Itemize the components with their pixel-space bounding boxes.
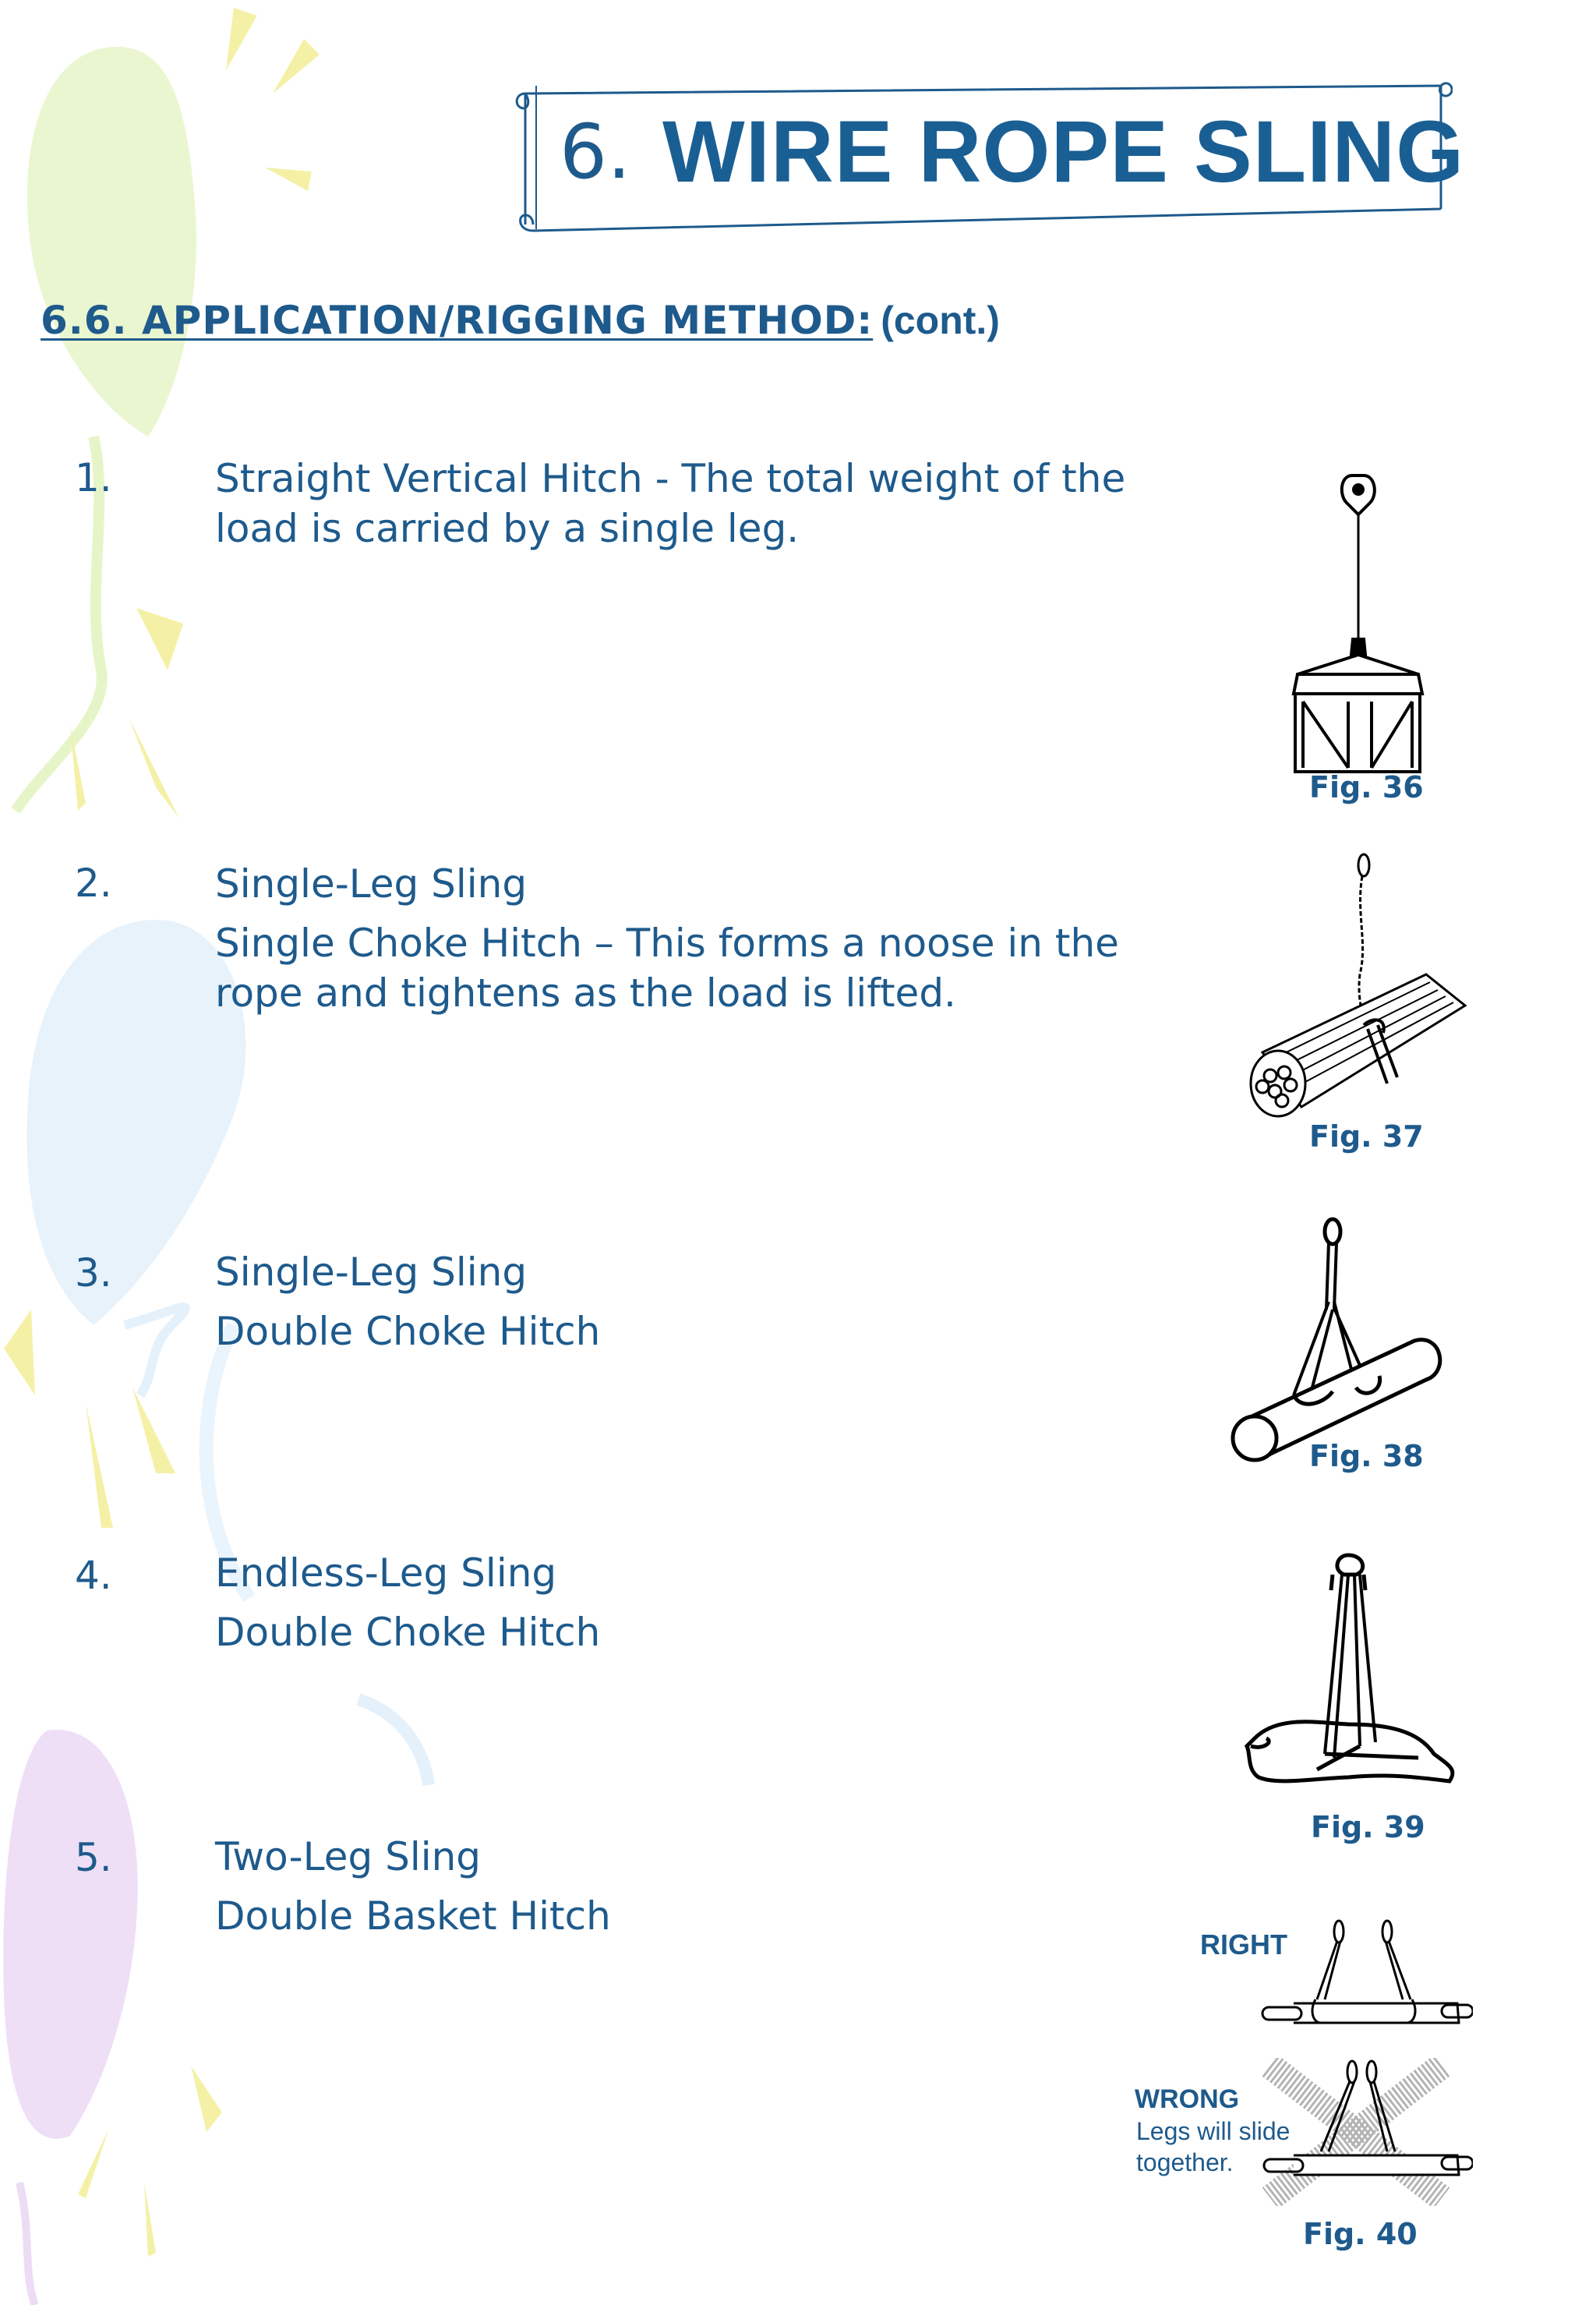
wrong-note-line: Legs will slide: [1136, 2117, 1291, 2145]
figure-single-choke: [1239, 850, 1473, 1138]
figure-caption: Fig. 38: [1309, 1439, 1424, 1473]
list-item-line: Double Choke Hitch: [215, 1610, 601, 1655]
right-label: RIGHT: [1200, 1928, 1287, 1960]
yellow-ray: [265, 168, 312, 191]
figure-caption: Fig. 40: [1303, 2217, 1418, 2251]
blue-arc: [358, 1699, 429, 1785]
purple-balloon-string: [19, 2183, 35, 2305]
list-item-text: [215, 859, 1150, 1018]
yellow-ray: [226, 8, 257, 70]
figure-basket-wrong: [1247, 2058, 1473, 2206]
yellow-ray: [136, 608, 183, 670]
list-item-line: Double Choke Hitch: [215, 1309, 601, 1354]
figure-vertical-hitch: [1278, 460, 1449, 780]
list-item-line: Double Basket Hitch: [215, 1893, 611, 1939]
yellow-ray: [129, 717, 179, 818]
yellow-ray: [144, 2183, 156, 2257]
list-item-line: rope and tightens as the load is lifted.: [215, 970, 956, 1016]
list-item-number: 3.: [75, 1250, 112, 1296]
green-balloon-shine: [203, 117, 224, 226]
yellow-ray: [273, 39, 320, 94]
list-item-line: Single-Leg Sling: [215, 861, 528, 907]
section-heading: [41, 293, 1000, 348]
yellow-ray: [132, 1388, 175, 1473]
purple-balloon-shape: [3, 1730, 137, 2139]
list-item-number: 1.: [75, 455, 112, 500]
wrong-label: WRONG: [1135, 2084, 1240, 2114]
yellow-ray: [4, 1310, 35, 1395]
list-item-number: 2.: [75, 861, 112, 906]
list-item-text: [215, 454, 1150, 553]
figure-basket-right: [1247, 1918, 1473, 2050]
section-heading-label: 6.6. APPLICATION/RIGGING METHOD:: [41, 298, 874, 343]
list-item-number: 4.: [75, 1553, 112, 1598]
list-item-line: Single Choke Hitch – This forms a noose in the: [215, 921, 1119, 966]
yellow-ray: [191, 2066, 222, 2132]
green-balloon-shape: [27, 47, 196, 437]
chapter-number: 6.: [560, 108, 631, 196]
list-item-text: [215, 1832, 1150, 1941]
blue-balloon-string: [125, 1307, 185, 1395]
figure-caption: Fig. 39: [1311, 1810, 1425, 1844]
list-item-text: [215, 1247, 1150, 1356]
list-item-line: load is carried by a single leg.: [215, 506, 800, 551]
list-item-text: [215, 1548, 1150, 1657]
yellow-ray: [78, 2128, 109, 2198]
list-item-line: Two-Leg Sling: [215, 1834, 482, 1879]
section-heading-suffix: (cont.): [881, 299, 1000, 342]
page-title: WIRE ROPE SLING: [662, 103, 1465, 200]
figure-caption: Fig. 37: [1309, 1119, 1424, 1154]
list-item-line: Straight Vertical Hitch - The total weight of the: [215, 456, 1126, 501]
list-item-line: Endless-Leg Sling: [215, 1550, 557, 1596]
blue-balloon-shape: [26, 920, 245, 1325]
list-item-line: Single-Leg Sling: [215, 1250, 528, 1295]
wrong-note-line: together.: [1136, 2148, 1234, 2176]
list-item-number: 5.: [75, 1835, 112, 1880]
figure-double-choke-pipe: [1216, 1216, 1473, 1473]
figure-caption: Fig. 36: [1309, 770, 1424, 804]
figure-endless-choke: [1231, 1543, 1465, 1801]
yellow-ray: [86, 1403, 113, 1528]
